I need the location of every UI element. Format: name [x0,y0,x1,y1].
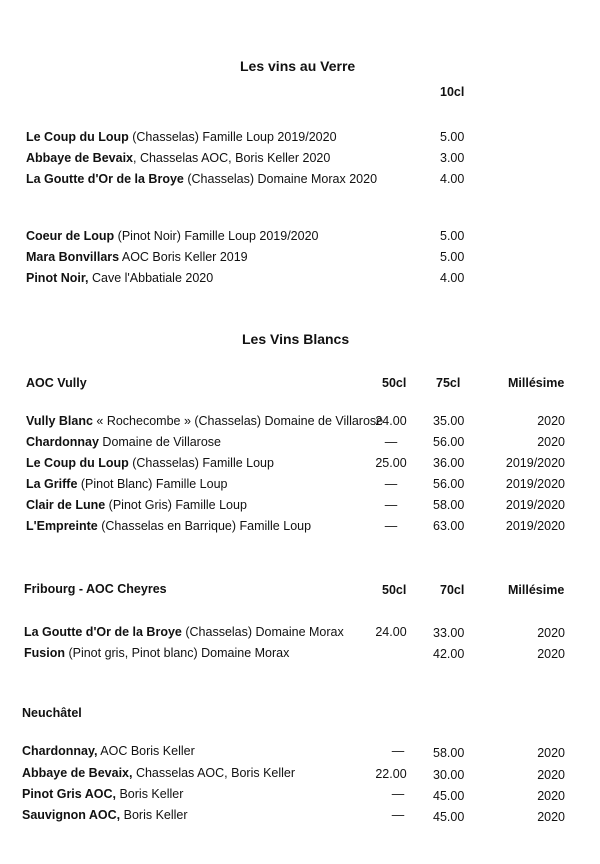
vintage: 2020 [537,746,565,760]
wine-detail: « Rochecombe » (Chasselas) Domaine de Villarose [92,414,384,428]
price: 4.00 [440,172,465,186]
wine-detail: Boris Keller [120,808,188,822]
price-75cl: 56.00 [433,435,465,449]
wine-name: Sauvignon AOC, [22,808,121,822]
price-50cl: — [391,787,405,801]
col-header-70cl: 70cl [440,583,465,597]
price-75cl: 45.00 [433,810,465,824]
wine-detail: Domaine de Villarose [98,435,221,449]
list-item [24,624,344,640]
wine-name: Clair de Lune [26,498,106,512]
wine-detail: (Chasselas) Famille Loup [128,456,274,470]
wine-name: Coeur de Loup [26,229,115,243]
list-item [26,171,377,187]
list-item [26,476,227,492]
list-item [22,743,195,759]
wine-name: Chardonnay [26,435,99,449]
col-header-millesime: Millésime [508,583,565,597]
wine-detail: (Chasselas en Barrique) Famille Loup [97,519,312,533]
price-50cl: 25.00 [375,456,407,470]
wine-name: Vully Blanc [26,414,93,428]
col-header-50cl: 50cl [382,376,407,390]
price-50cl: — [384,519,398,533]
vintage: 2020 [537,810,565,824]
wine-detail: , Chasselas AOC, Boris Keller 2020 [133,151,331,165]
region-heading-fribourg: Fribourg - AOC Cheyres [24,582,167,596]
wine-detail: (Chasselas) Domaine Morax 2020 [183,172,378,186]
vintage: 2019/2020 [505,456,565,470]
wine-name: Fusion [24,646,65,660]
wine-detail: (Chasselas) Famille Loup 2019/2020 [128,130,337,144]
wine-detail: (Pinot Noir) Famille Loup 2019/2020 [114,229,319,243]
price-50cl: — [391,808,405,822]
price: 5.00 [440,250,465,264]
price-75cl: 58.00 [433,498,465,512]
wine-detail: (Pinot Blanc) Famille Loup [77,477,228,491]
vintage: 2019/2020 [505,477,565,491]
list-item [22,786,183,802]
price-50cl: 24.00 [375,625,407,639]
price: 3.00 [440,151,465,165]
list-item [26,249,248,265]
vintage: 2020 [537,789,565,803]
col-header-millesime: Millésime [508,376,565,390]
vintage: 2020 [537,626,565,640]
price-75cl: 36.00 [433,456,465,470]
price-50cl: — [384,477,398,491]
wine-detail: (Pinot Gris) Famille Loup [105,498,247,512]
vintage: 2020 [537,768,565,782]
wine-detail: AOC Boris Keller 2019 [119,250,248,264]
col-header-10cl: 10cl [440,85,465,99]
price-50cl: — [384,435,398,449]
wine-name: La Goutte d'Or de la Broye [26,172,184,186]
wine-name: La Goutte d'Or de la Broye [24,625,182,639]
region-heading-neuchatel: Neuchâtel [22,706,82,720]
list-item [26,413,383,429]
list-item [26,270,213,286]
list-item [26,518,311,534]
price-75cl: 58.00 [433,746,465,760]
list-item [26,150,330,166]
list-item [26,129,337,145]
list-item [22,765,295,781]
price-70cl: 42.00 [433,647,465,661]
wine-detail: (Chasselas) Domaine Morax [181,625,344,639]
price-50cl: 22.00 [375,767,407,781]
wine-name: Abbaye de Bevaix, [22,766,133,780]
wine-detail: Boris Keller [116,787,184,801]
price-75cl: 45.00 [433,789,465,803]
price: 4.00 [440,271,465,285]
vintage: 2020 [537,647,565,661]
wine-name: L'Empreinte [26,519,98,533]
price-75cl: 35.00 [433,414,465,428]
price-70cl: 33.00 [433,626,465,640]
price-75cl: 56.00 [433,477,465,491]
wine-name: Abbaye de Bevaix [26,151,133,165]
list-item [22,807,188,823]
wine-name: Pinot Gris AOC, [22,787,116,801]
list-item [26,434,221,450]
wine-name: Pinot Noir, [26,271,89,285]
wine-name: Mara Bonvillars [26,250,120,264]
vintage: 2019/2020 [505,498,565,512]
vintage: 2019/2020 [505,519,565,533]
price: 5.00 [440,130,465,144]
section-title-verre: Les vins au Verre [240,58,356,74]
wine-name: Le Coup du Loup [26,456,129,470]
list-item [24,645,289,661]
list-item [26,228,318,244]
wine-detail: (Pinot gris, Pinot blanc) Domaine Morax [64,646,290,660]
col-header-50cl: 50cl [382,583,407,597]
wine-name: Le Coup du Loup [26,130,129,144]
wine-detail: AOC Boris Keller [97,744,195,758]
list-item [26,455,274,471]
vintage: 2020 [537,414,565,428]
price-75cl: 30.00 [433,768,465,782]
vintage: 2020 [537,435,565,449]
price-50cl: — [391,744,405,758]
price: 5.00 [440,229,465,243]
wine-name: Chardonnay, [22,744,98,758]
list-item [26,497,247,513]
wine-name: La Griffe [26,477,78,491]
price-50cl: 24.00 [375,414,407,428]
region-heading-vully: AOC Vully [26,376,87,390]
price-50cl: — [384,498,398,512]
wine-detail: Chasselas AOC, Boris Keller [132,766,296,780]
price-75cl: 63.00 [433,519,465,533]
section-title-blancs: Les Vins Blancs [242,331,350,347]
wine-detail: Cave l'Abbatiale 2020 [88,271,214,285]
col-header-75cl: 75cl [436,376,461,390]
